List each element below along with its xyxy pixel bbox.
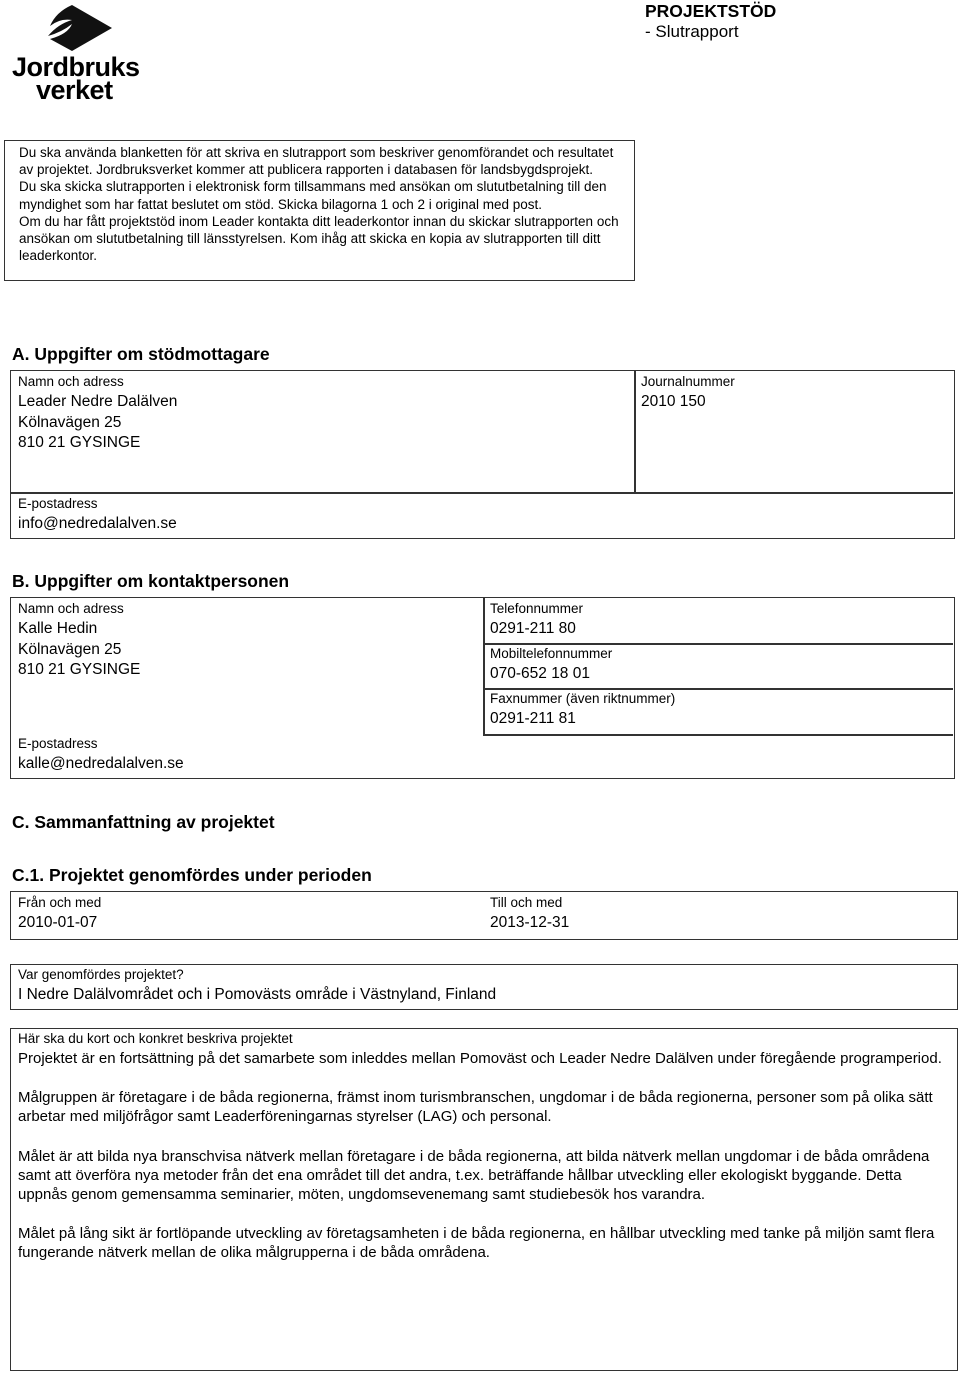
jordbruksverket-logo <box>10 2 145 105</box>
section-a-box <box>10 370 955 539</box>
description-paragraph: Målgruppen är företagare i de båda regionerna, främst inom turismbranschen, ungdomar i de båda regionerna, personer som på olika sätt arbetar med miljöfrågor samt Leaderföreningarnas styrelser (LAG) och personal. <box>18 1089 933 1126</box>
form-subtitle: - Slutrapport <box>645 22 739 41</box>
applicant-email[interactable]: info@nedredalalven.se <box>18 515 177 532</box>
logo-mark-icon <box>10 2 145 57</box>
logo-line2: verket <box>36 75 113 105</box>
location-box <box>10 964 958 1010</box>
intro-paragraph: Om du har fått projektstöd inom Leader kontakta ditt leaderkontor innan du skickar slutrapporten och ansökan om slututbetalning till länsstyrelsen. Kom ihåg att skicka en kopia av slutrapporten till ditt leaderkontor. <box>19 213 619 264</box>
description-paragraph: Målet är att bilda nya branschvisa nätverk mellan företagare i de båda regionerna, att bilda nätverk mellan ungdomar i de båda områdena samt att överföra nya metoder från det ena området till det andra, t.ex. beträffande hållbar utveckling eller ekologiskt byggande. Detta uppnås genom gemensamma seminarier, möten, ungdomsevenemang samt studiebesök hos varandra. <box>18 1147 930 1204</box>
fax-value[interactable]: 0291-211 81 <box>490 710 576 727</box>
applicant-email-label: E-postadress <box>18 496 98 511</box>
to-date-label: Till och med <box>490 895 563 910</box>
logo-line1: Jordbruks <box>12 52 140 82</box>
section-a-heading: A. Uppgifter om stödmottagare <box>12 344 270 364</box>
applicant-name-label: Namn och adress <box>18 374 124 389</box>
mobile-value[interactable]: 070-652 18 01 <box>490 665 590 682</box>
location-label: Var genomfördes projektet? <box>18 967 184 982</box>
period-box <box>10 891 958 940</box>
description-label: Här ska du kort och konkret beskriva projektet <box>18 1031 293 1046</box>
section-c-heading: C. Sammanfattning av projektet <box>12 812 275 832</box>
contact-city[interactable]: 810 21 GYSINGE <box>18 661 141 678</box>
contact-name[interactable]: Kalle Hedin <box>18 620 98 637</box>
section-b-box <box>10 597 955 779</box>
from-date[interactable]: 2010-01-07 <box>18 914 98 931</box>
phone-label: Telefonnummer <box>490 601 584 616</box>
location-value[interactable]: I Nedre Dalälvområdet och i Pomovästs område i Västnyland, Finland <box>18 986 497 1003</box>
form-title: PROJEKTSTÖD <box>645 1 777 21</box>
phone-value[interactable]: 0291-211 80 <box>490 620 576 637</box>
from-date-label: Från och med <box>18 895 102 910</box>
intro-paragraph: Du ska skicka slutrapporten i elektronisk form tillsammans med ansökan om slututbetalning till den myndighet som har fattat beslutet om stöd. Skicka bilagorna 1 och 2 i original med post. <box>19 179 607 212</box>
description-box <box>10 1028 958 1371</box>
description-paragraph: Målet på lång sikt är fortlöpande utveckling av företagsamheten i de båda regionerna, en hållbar utveckling med tanke på miljön samt flera fungerande nätverk mellan de olika målgrupperna i de båda områdena. <box>18 1225 935 1262</box>
fax-label: Faxnummer (även riktnummer) <box>490 691 676 706</box>
contact-email[interactable]: kalle@nedredalalven.se <box>18 755 184 772</box>
mobile-label: Mobiltelefonnummer <box>490 646 613 661</box>
section-c1-heading: C.1. Projektet genomfördes under perioden <box>12 865 372 885</box>
intro-box <box>4 140 635 281</box>
journal-number-label: Journalnummer <box>641 374 735 389</box>
description-text[interactable] <box>18 1049 945 1263</box>
contact-name-label: Namn och adress <box>18 601 124 616</box>
contact-street[interactable]: Kölnavägen 25 <box>18 640 122 658</box>
intro-paragraph: Du ska använda blanketten för att skriva en slutrapport som beskriver genomförandet och resultatet av projektet. Jordbruksverket kommer att publicera rapporten i databasen för landsbygdsprojekt. <box>19 145 614 178</box>
to-date[interactable]: 2013-12-31 <box>490 914 570 931</box>
journal-number[interactable]: 2010 150 <box>641 393 706 410</box>
applicant-street[interactable]: Kölnavägen 25 <box>18 413 122 431</box>
description-paragraph: Projektet är en fortsättning på det samarbete som inleddes mellan Pomoväst och Leader Nedre Dalälven under föregående programperiod. <box>18 1050 942 1067</box>
applicant-name[interactable]: Leader Nedre Dalälven <box>18 393 178 410</box>
section-b-heading: B. Uppgifter om kontaktpersonen <box>12 571 290 591</box>
contact-email-label: E-postadress <box>18 736 98 751</box>
applicant-city[interactable]: 810 21 GYSINGE <box>18 434 141 451</box>
